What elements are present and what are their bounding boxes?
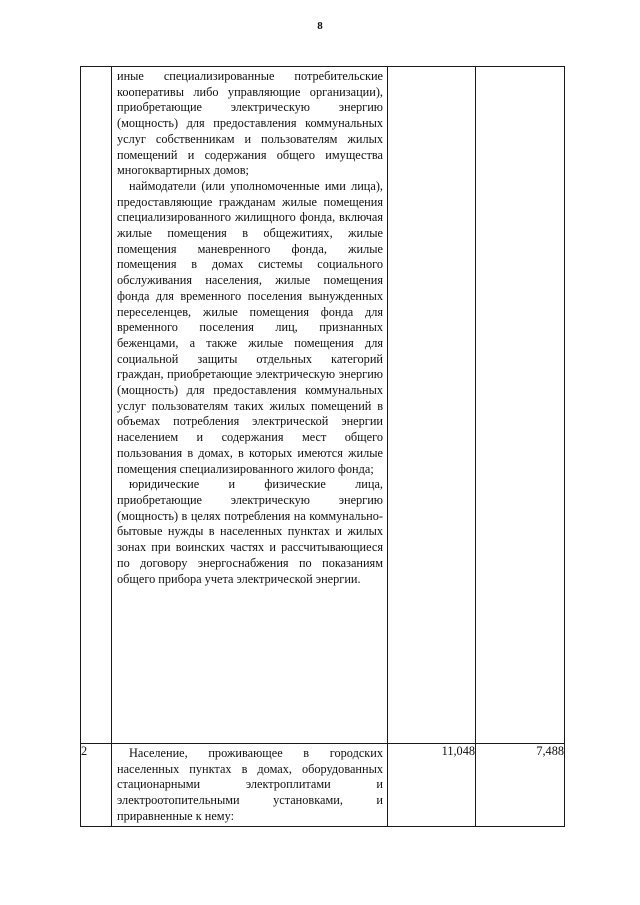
row-description-cell (112, 744, 388, 827)
table-row (81, 67, 565, 744)
page-number: 8 (317, 20, 323, 32)
row-number-cell: 2 (81, 744, 112, 827)
table-row (81, 744, 565, 827)
row-number-cell (81, 67, 112, 744)
value-cell-2 (476, 67, 565, 744)
row-description-cell (112, 67, 388, 744)
tariff-table (80, 66, 565, 827)
value-cell-1: 11,048 (388, 744, 476, 827)
description-paragraph: юридические и физические лица, приобретающие электрическую энергию (мощность) в целях потребления на коммунально-бытовые нужды в населенных пунктах и жилых зонах при воинских частях и рассчитывающиеся по договору энергоснабжения по показаниям общего прибора учета электрической энергии. (117, 477, 383, 586)
value-cell-1 (388, 67, 476, 744)
description-paragraph: Население, проживающее в городских населенных пунктах в домах, оборудованных стационарными электроплитами и электроотопительными установками, и приравненные к нему: (117, 746, 383, 823)
value-cell-2: 7,488 (476, 744, 565, 827)
description-paragraph: наймодатели (или уполномоченные ими лица), предоставляющие гражданам жилые помещения специализированного жилищного фонда, включая жилые помещения в общежитиях, жилые помещения маневренного фонда, жилые помещения в домах системы социального обслуживания населения, жилые помещения фонда для временного поселения вынужденных переселенцев, жилые помещения фонда для временного поселения лиц, признанных беженцами, а также жилые помещения для социальной защиты отдельных категорий граждан, приобретающие электрическую энергию (мощность) для предоставления коммунальных услуг пользователям таких жилых помещений в объемах потребления электрической энергии населением и содержания мест общего пользования в домах, в которых имеются жилые помещения специализированного жилого фонда; (117, 178, 383, 476)
description-paragraph: иные специализированные потребительские кооперативы либо управляющие организации), приобретающие электрическую энергию (мощность) для предоставления коммунальных услуг собственникам и пользователям жилых помещений и содержания общего имущества многоквартирных домов; (117, 69, 383, 178)
